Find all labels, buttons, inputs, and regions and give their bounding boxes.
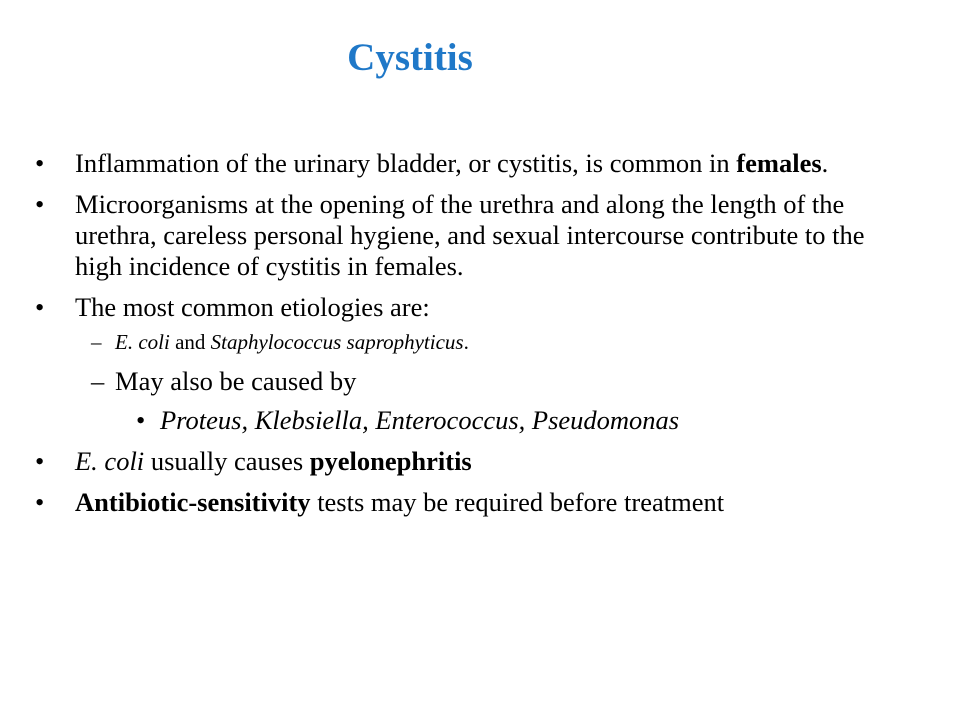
organism-name: E. coli xyxy=(115,330,170,354)
bullet-icon: • xyxy=(35,446,45,476)
sub-item-text: . xyxy=(463,330,469,354)
bullet-list xyxy=(35,148,915,528)
bullet-icon: • xyxy=(35,487,45,517)
bullet-item-antibiotic xyxy=(35,487,915,518)
bullet-icon: • xyxy=(35,189,45,219)
bullet-item-pyelonephritis xyxy=(35,446,915,477)
bullet-item-inflammation xyxy=(35,148,915,179)
organism-name: Staphylococcus saprophyticus xyxy=(210,330,464,354)
bullet-text-bold: Antibiotic-sensitivity xyxy=(75,487,311,517)
bullet-text: usually causes xyxy=(144,446,310,476)
bullet-text: Microorganisms at the opening of the urethra and along the length of the urethra, careless personal hygiene, and sexual intercourse contribute to the high incidence of cystitis in females. xyxy=(75,189,865,281)
dash-icon: – xyxy=(91,330,102,354)
bullet-item-microorganisms xyxy=(35,189,915,282)
sub-item-text: May also be caused by xyxy=(115,366,357,396)
sub-item-text: and xyxy=(169,330,211,354)
bullet-icon: • xyxy=(35,292,45,322)
dash-icon: – xyxy=(91,366,105,396)
bullet-text-bold: pyelonephritis xyxy=(309,446,472,476)
bullet-text: . xyxy=(821,148,829,178)
sub-item-ecoli-staph xyxy=(35,327,915,358)
bullet-icon: • xyxy=(35,148,45,178)
bullet-text-bold: females xyxy=(736,148,822,178)
bullet-item-etiologies xyxy=(35,292,915,323)
sub-item-also-caused-by xyxy=(35,366,915,397)
slide-title: Cystitis xyxy=(347,36,473,79)
bullet-icon: • xyxy=(136,405,146,435)
bullet-text: Inflammation of the urinary bladder, or cystitis, is common in xyxy=(75,148,737,178)
bullet-text: tests may be required before treatment xyxy=(310,487,725,517)
bullet-text: The most common etiologies are: xyxy=(75,292,430,322)
organism-list: Proteus, Klebsiella, Enterococcus, Pseudomonas xyxy=(160,405,680,435)
organism-name: E. coli xyxy=(75,446,145,476)
sub-sub-item-organisms xyxy=(35,405,915,436)
